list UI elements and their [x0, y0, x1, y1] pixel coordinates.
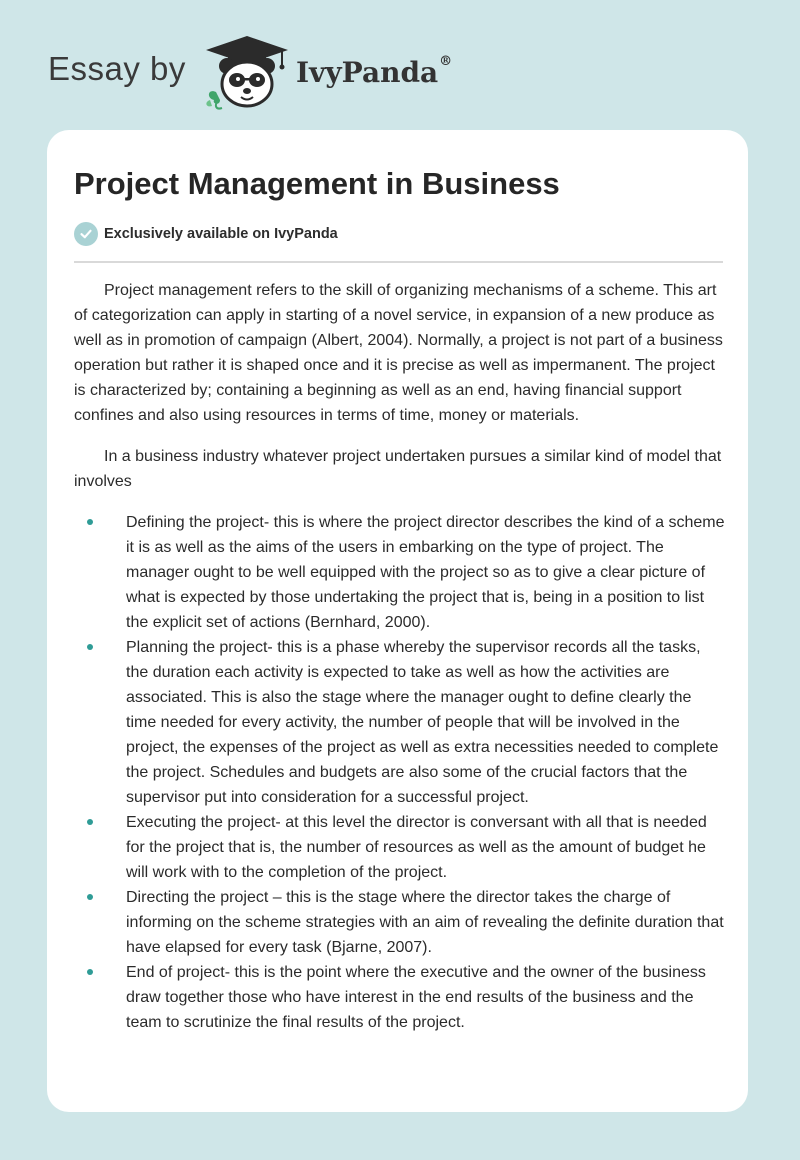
site-header — [48, 34, 548, 110]
bullet-icon — [87, 819, 93, 825]
essay-title: Project Management in Business — [74, 166, 560, 201]
bullet-icon — [87, 969, 93, 975]
list-item — [74, 635, 726, 810]
list-item-text: Executing the project- at this level the director is conversant with all that is needed for the project that is, the number of resources as well as the amount of budget he will work with to the completion of the project. — [126, 814, 707, 881]
list-item-text: Defining the project- this is where the project director describes the kind of a scheme it is as well as the aims of the users in embarking on the type of project. The manager ought to be well equipped with the project so as to give a clear picture of what is expected by those undertaking the project that is, being in a position to list the explicit set of actions (Bernhard, 2000). — [126, 514, 725, 631]
exclusive-badge-label: Exclusively available on IvyPanda — [104, 226, 338, 242]
list-item-text: Directing the project – this is the stage where the director takes the charge of informing on the scheme strategies with an aim of revealing the definite duration that have elapsed for every task (Bjarne, 2007). — [126, 889, 724, 956]
paragraph: Project management refers to the skill of organizing mechanisms of a scheme. This art of categorization can apply in starting of a novel service, in expansion of a new produce as well as in promotion of campaign (Albert, 2004). Normally, a project is not part of a business operation but rather it is shaped once and it is precise as well as impermanent. The project is characterized by; containing a beginning as well as an end, having financial support confines and also using resources in terms of time, money or materials. — [74, 282, 723, 424]
graduated-panda-icon — [200, 34, 294, 110]
essay-body — [74, 278, 726, 1035]
list-item — [74, 810, 726, 885]
list-item-text: Planning the project- this is a phase whereby the supervisor records all the tasks, the duration each activity is expected to take as well as how the activities are associated. This is also the stage where the manager ought to define clearly the time needed for every activity, the number of people that will be involved in the project, the expenses of the project as well as extra necessities needed to complete the project. Schedules and budgets are also some of the crucial factors that the supervisor put into consideration for a successful project. — [126, 639, 719, 806]
paragraph: In a business industry whatever project undertaken pursues a similar kind of model that involves — [74, 448, 722, 490]
list-item-text: End of project- this is the point where the executive and the owner of the business draw together those who have interest in the end results of the business and the team to scrutinize the final results of the project. — [126, 964, 706, 1031]
exclusive-badge — [74, 222, 338, 246]
ivypanda-brand — [296, 56, 452, 89]
registered-mark: ® — [439, 54, 453, 69]
list-item — [74, 885, 726, 960]
bullet-icon — [87, 519, 93, 525]
bullet-icon — [87, 894, 93, 900]
bullet-icon — [87, 644, 93, 650]
list-item — [74, 510, 726, 635]
steps-list — [74, 510, 726, 1035]
essay-card — [47, 130, 748, 1112]
divider — [74, 261, 723, 263]
check-circle-icon — [74, 222, 98, 246]
essay-by-label: Essay by — [48, 50, 186, 87]
list-item — [74, 960, 726, 1035]
brand-name: IvyPanda — [296, 56, 439, 89]
